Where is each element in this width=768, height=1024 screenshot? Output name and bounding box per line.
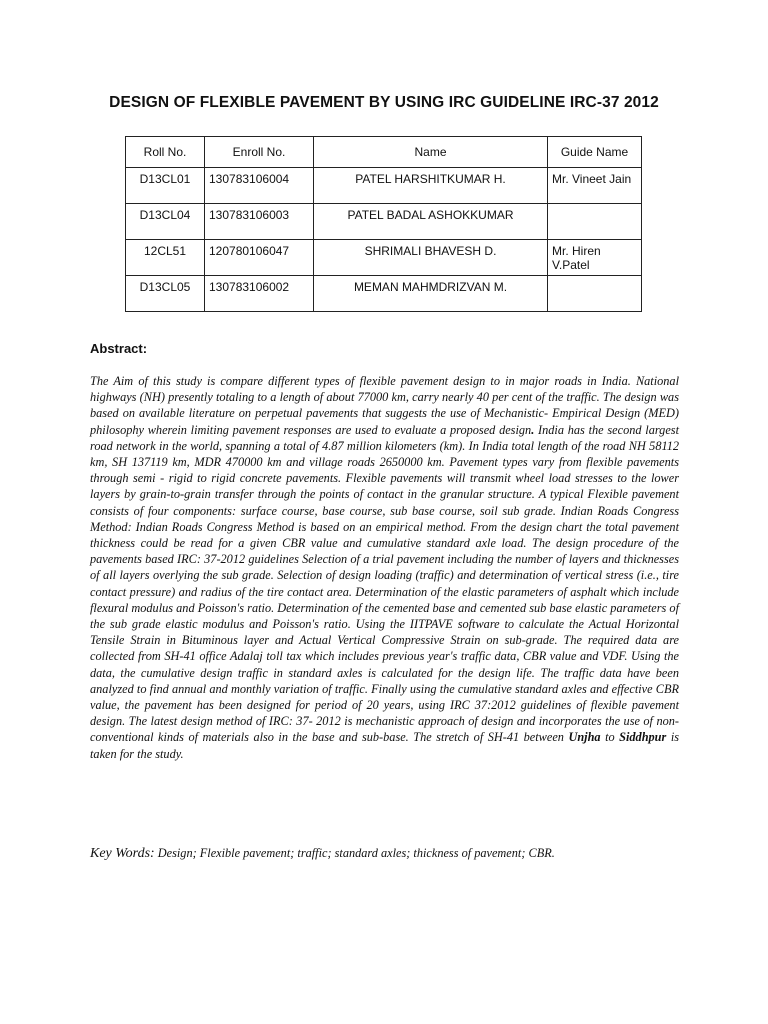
cell-enroll-no: 130783106004 xyxy=(205,168,314,204)
abstract-tail: is taken for the study. xyxy=(90,730,680,761)
cell-roll-no: D13CL04 xyxy=(126,204,205,240)
table-row xyxy=(126,168,642,204)
cell-name: MEMAN MAHMDRIZVAN M. xyxy=(314,276,548,312)
cell-enroll-no: 130783106003 xyxy=(205,204,314,240)
keywords-line xyxy=(90,846,690,862)
place-joiner: to xyxy=(605,730,615,745)
cell-roll-no: D13CL05 xyxy=(126,276,205,312)
table-row xyxy=(126,276,642,312)
cell-enroll-no: 120780106047 xyxy=(205,240,314,276)
header-name: Name xyxy=(314,137,548,168)
cell-roll-no: D13CL01 xyxy=(126,168,205,204)
cell-guide-name xyxy=(548,204,642,240)
place-from: Unjha xyxy=(568,730,601,745)
cell-guide-name xyxy=(548,276,642,312)
cell-guide-name: Mr. Hiren V.Patel xyxy=(548,240,642,276)
cell-name: SHRIMALI BHAVESH D. xyxy=(314,240,548,276)
abstract-text-part-1: The Aim of this study is compare different types of flexible pavement design to in major roads in India. National highways (NH) presently totaling to a length of about 77000 km, carry nearly 40 per cent of the traffic. The design was based on available literature on perpetual pavements that suggests the use of Mechanistic- Empirical Design (MED) philosophy wherein limiting pavement responses are used to evaluate a proposed design xyxy=(90,374,679,437)
cell-name: PATEL HARSHITKUMAR H. xyxy=(314,168,548,204)
table-header-row xyxy=(126,137,642,168)
abstract-text-part-2: India has the second largest road network in the world, spanning a total of 4.87 million kilometers (km). In India total length of the road NH 58112 km, SH 137119 km, MDR 470000 km and village roads 2650000 km. Pavement types vary from flexible pavements through semi - rigid to rigid concrete pavements. Flexible pavements will transmit wheel load stresses to the lower layers by grain-to-grain transfer through the points of contact in the granular structure. A typical Flexible pavement consists of four components: surface course, base course, sub base course, soil sub grade. Indian Roads Congress Method: Indian Roads Congress Method is based on an empirical method. From the design chart the total pavement thickness could be read for a given CBR value and cumulative standard axle load. The design procedure of the pavements based IRC: 37-2012 guidelines Selection of a trial pavement including the number of layers and thicknesses of all layers overlying the sub grade. Selection of design loading (traffic) and determination of vertical stress (i.e., tire contact pressure) and radius of the tire contact area. Determination of the elastic parameters of asphalt which include flexural modulus and Poisson's ratio. Determination of the cemented base and cemented sub base elastic parameters of the sub grade elastic modulus and Poisson's ratio. Using the IITPAVE software to calculate the Actual Horizontal Tensile Strain in Bituminous layer and Actual Vertical Compressive Strain on sub-grade. The required data are collected from SH-41 office Adalaj toll tax which includes previous year's traffic data, CBR value and VDF. Using the data, the cumulative design traffic in standard axles is calculated for the design life. The traffic data have been analyzed to find annual and monthly variation of traffic. Finally using the cumulative standard axles and effective CBR value, the pavement has been designed for period of 20 years, using IRC 37:2012 guidelines of flexible pavement design. The latest design method of IRC: 37- 2012 is mechanistic approach of design and incorporates the use of non-conventional kinds of materials also in the base and sub-base. The stretch of SH-41 between xyxy=(90,422,679,745)
table-row xyxy=(126,240,642,276)
place-to: Siddhpur xyxy=(619,730,667,745)
table-row xyxy=(126,204,642,240)
header-roll-no: Roll No. xyxy=(126,137,205,168)
student-table xyxy=(125,136,642,312)
page-title: DESIGN OF FLEXIBLE PAVEMENT BY USING IRC GUIDELINE IRC-37 2012 xyxy=(109,94,659,111)
cell-roll-no: 12CL51 xyxy=(126,240,205,276)
header-guide-name: Guide Name xyxy=(548,137,642,168)
keywords-text: Design; Flexible pavement; traffic; standard axles; thickness of pavement; CBR. xyxy=(157,846,555,860)
abstract-body: The Aim of this study is compare different types of flexible pavement design to in major roads in India. National highways (NH) presently totaling to a length of about 77000 km, carry nearly 40 per cent of the traffic. The design was based on available literature on perpetual pavements that suggests the use of Mechanistic- Empirical Design (MED) philosophy wherein limiting pavement responses are used to evaluate a proposed design. India has the second largest road network in the world, spanning a total of 4.87 million kilometers (km). In India total length of the road NH 58112 km, SH 137119 km, MDR 470000 km and village roads 2650000 km. Pavement types vary from flexible pavements through semi - rigid to rigid concrete pavements. Flexible pavements will transmit wheel load stresses to the lower layers by grain-to-grain transfer through the points of contact in the granular structure. A typical Flexible pavement consists of four components: surface course, base course, sub base course, soil sub grade. Indian Roads Congress Method: Indian Roads Congress Method is based on an empirical method. From the design chart the total pavement thickness could be read for a given CBR value and cumulative standard axle load. The design procedure of the pavements based IRC: 37-2012 guidelines Selection of a trial pavement including the number of layers and thicknesses of all layers overlying the sub grade. Selection of design loading (traffic) and determination of vertical stress (i.e., tire contact pressure) and radius of the tire contact area. Determination of the elastic parameters of asphalt which include flexural modulus and Poisson's ratio. Determination of the cemented base and cemented sub base elastic parameters of the sub grade elastic modulus and Poisson's ratio. Using the IITPAVE software to calculate the Actual Horizontal Tensile Strain in Bituminous layer and Actual Vertical Compressive Strain on sub-grade. The required data are collected from SH-41 office Adalaj toll tax which includes previous year's traffic data, CBR value and VDF. Using the data, the cumulative design traffic in standard axles is calculated for the design life. The traffic data have been analyzed to find annual and monthly variation of traffic. Finally using the cumulative standard axles and effective CBR value, the pavement has been designed for period of 20 years, using IRC 37:2012 guidelines of flexible pavement design. The latest design method of IRC: 37- 2012 is mechanistic approach of design and incorporates the use of non-conventional kinds of materials also in the base and sub-base. The stretch of SH-41 between Unjha to Siddhpur is taken for the study. xyxy=(90,374,680,761)
header-enroll-no: Enroll No. xyxy=(205,137,314,168)
cell-name: PATEL BADAL ASHOKKUMAR xyxy=(314,204,548,240)
abstract-heading: Abstract: xyxy=(90,341,148,356)
keywords-label: Key Words: xyxy=(90,846,155,861)
cell-guide-name: Mr. Vineet Jain xyxy=(548,168,642,204)
cell-enroll-no: 130783106002 xyxy=(205,276,314,312)
